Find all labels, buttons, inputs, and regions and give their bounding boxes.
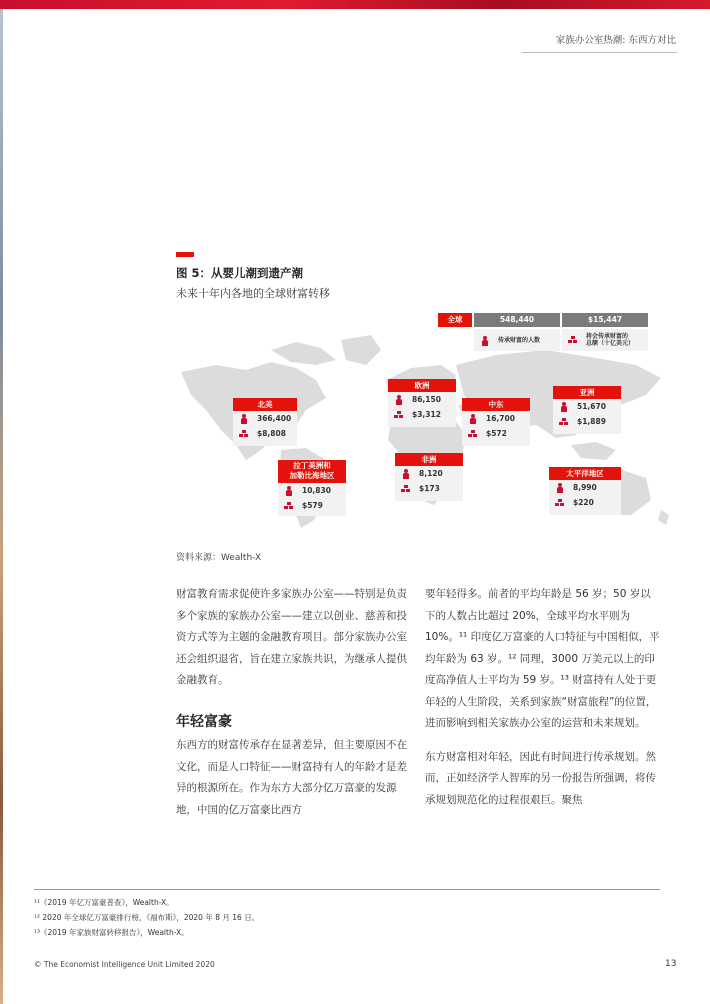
region-people: 51,670 <box>577 402 606 411</box>
gold-bars-icon <box>466 430 480 438</box>
gold-bars-icon <box>399 485 413 493</box>
gold-bars-icon <box>392 411 406 419</box>
legend-wealth-caption-line1: 将会传承财富的 <box>586 333 629 340</box>
page-number: 13 <box>665 959 677 969</box>
left-edge-photo-strip <box>0 9 3 1004</box>
region-name: 太平洋地区 <box>549 467 621 480</box>
right-paragraph-2: 东方财富相对年轻，因此有时间进行传承规划。然而，正如经济学人智库的另一份报告所强调，将传承规划规范化的过程很艰巨。聚焦 <box>425 750 656 806</box>
person-icon <box>282 486 296 495</box>
person-icon <box>557 402 571 411</box>
region-wealth: $220 <box>573 498 594 507</box>
person-icon <box>399 469 413 478</box>
person-icon <box>553 483 567 492</box>
footnote-12: ¹² 2020 年全球亿万富豪排行榜，《福布斯》，2020 年 8 月 16 日。 <box>34 913 260 922</box>
gold-bars-icon <box>282 502 296 510</box>
region-box-latin-america <box>278 460 346 516</box>
gold-bars-icon <box>566 336 580 344</box>
region-wealth: $1,889 <box>577 417 606 426</box>
region-box-north-america <box>233 398 297 446</box>
figure-title: 图 5：从婴儿潮到遗产潮 <box>176 266 304 280</box>
region-name: 非洲 <box>395 453 463 466</box>
region-name: 拉丁美洲和 加勒比海地区 <box>278 460 346 483</box>
header-rule <box>522 52 677 53</box>
region-wealth: $8,808 <box>257 429 286 438</box>
footnote-13: ¹³《2019 年家族财富转移报告》，Wealth-X。 <box>34 928 189 937</box>
gold-bars-icon <box>557 418 571 426</box>
region-people: 366,400 <box>257 414 292 423</box>
region-people: 8,120 <box>419 469 443 478</box>
right-paragraph-1: 要年轻得多。前者的平均年龄是 56 岁；50 岁以下的人数占比超过 20%，全球平均水平则为 10%。¹¹ 印度亿万富豪的人口特征与中国相似，平均年龄为 63 岁。¹² 同理，3000 万美元以上的印度高净值人士平均为 59 岁。¹³ 财富持有人处于更年轻的人生阶段，关系到家族“财富旅程”的位置，进而影响到相关家族办公室的运营和未来规划。 <box>425 588 660 729</box>
left-paragraph-1: 财富教育需求促使许多家族办公室——特别是负责多个家族的家族办公室——建立以创业、慈善和投资方式等为主题的金融教育项目。部分家族办公室还会组织退省，旨在建立家族共识，为继承人提供金融教育。 <box>176 588 407 686</box>
footnote-rule <box>34 889 660 890</box>
region-name: 欧洲 <box>388 379 456 392</box>
region-box-asia <box>553 386 621 434</box>
figure-subtitle: 未来十年内各地的全球财富转移 <box>176 287 330 300</box>
copyright: © The Economist Intelligence Unit Limited 2020 <box>34 960 215 969</box>
gold-bars-icon <box>237 430 251 438</box>
legend-people-caption: 传承财富的人数 <box>498 336 541 344</box>
world-map-figure <box>176 310 676 530</box>
legend-global-people: 548,440 <box>474 313 560 327</box>
person-icon <box>478 336 492 345</box>
left-column <box>176 584 412 704</box>
region-people: 16,700 <box>486 414 515 423</box>
left-column-lower <box>176 735 412 833</box>
region-box-africa <box>395 453 463 501</box>
running-header: 家族办公室热潮: 东西方对比 <box>555 35 676 46</box>
region-people: 10,830 <box>302 486 331 495</box>
region-box-pacific <box>549 467 621 515</box>
region-people: 86,150 <box>412 395 441 404</box>
gold-bars-icon <box>553 499 567 507</box>
region-wealth: $579 <box>302 501 323 510</box>
person-icon <box>466 414 480 423</box>
region-people: 8,990 <box>573 483 597 492</box>
top-decorative-band <box>0 0 710 9</box>
region-name: 亚洲 <box>553 386 621 399</box>
person-icon <box>392 395 406 404</box>
region-wealth: $173 <box>419 484 440 493</box>
footnote-11: ¹¹《2019 年亿万富豪普查》，Wealth-X。 <box>34 898 174 907</box>
region-box-middle-east <box>462 398 530 446</box>
right-column <box>425 584 661 823</box>
left-paragraph-2: 东西方的财富传承存在显著差异，但主要原因不在文化，而是人口特征——财富持有人的年龄才是差异的根源所在。作为东方大部分亿万富豪的发源地，中国的亿万富豪比西方 <box>176 739 407 816</box>
legend-people-box <box>474 329 560 351</box>
region-name: 中东 <box>462 398 530 411</box>
figure-accent-mark <box>176 252 194 257</box>
region-box-europe <box>388 379 456 427</box>
legend-global-label: 全球 <box>438 313 472 327</box>
region-wealth: $3,312 <box>412 410 441 419</box>
legend-global-wealth: $15,447 <box>562 313 648 327</box>
section-heading: 年轻富豪 <box>176 714 232 730</box>
region-wealth: $572 <box>486 429 507 438</box>
legend-wealth-box <box>562 329 648 351</box>
region-name: 北美 <box>233 398 297 411</box>
legend-wealth-caption-line2: 总额（十亿美元） <box>586 340 635 347</box>
person-icon <box>237 414 251 423</box>
figure-source: 资料来源：Wealth-X <box>176 553 262 563</box>
